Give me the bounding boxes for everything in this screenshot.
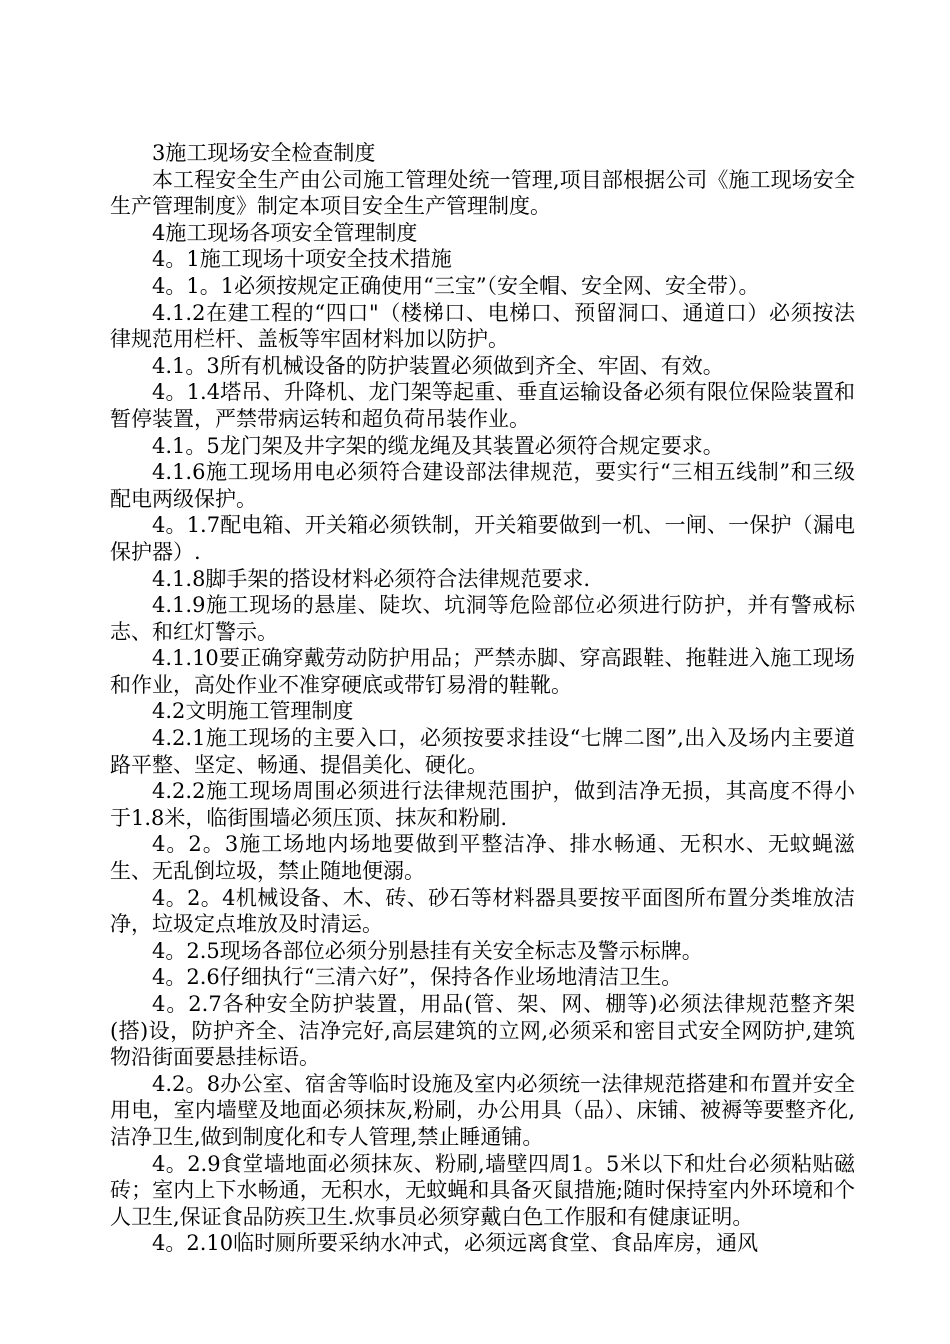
paragraph: 4施工现场各项安全管理制度	[152, 220, 418, 245]
paragraph: 4。2.7各种安全防护装置，用品(管、架、网、棚等)必须法律规范整齐架(搭)设，防护齐全、洁净完好,高层建筑的立网,必须采和密目式安全网防护,建筑物沿街面要悬挂标语。	[110, 992, 855, 1070]
paragraph: 4。2.10临时厕所要采纳水冲式，必须远离食堂、食品库房，通风	[152, 1231, 759, 1256]
paragraph: 4。1施工现场十项安全技术措施	[152, 247, 452, 272]
paragraph: 4.1.10要正确穿戴劳动防护用品；严禁赤脚、穿高跟鞋、拖鞋进入施工现场和作业，高处作业不准穿硬底或带钉易滑的鞋靴。	[110, 646, 855, 697]
paragraph: 4。2.6仔细执行“三清六好”，保持各作业场地清洁卫生。	[152, 965, 683, 990]
paragraph: 3施工现场安全检查制度	[152, 141, 376, 165]
paragraph: 4。2.9食堂墙地面必须抹灰、粉刷,墙壁四周1。5米以下和灶台必须粘贴磁砖；室内上下水畅通，无积水，无蚊蝇和具备灭鼠措施;随时保持室内外环境和个人卫生,保证食品防疾卫生.炊事员必须穿戴白色工作服和有健康证明。	[110, 1151, 855, 1229]
paragraph: 4.1.6施工现场用电必须符合建设部法律规范，要实行“三相五线制”和三级配电两级保护。	[110, 460, 855, 511]
paragraph: 4。1.4塔吊、升降机、龙门架等起重、垂直运输设备必须有限位保险装置和暂停装置，严禁带病运转和超负荷吊装作业。	[110, 380, 855, 431]
document-page	[110, 140, 855, 1257]
paragraph: 4.1。5龙门架及井字架的缆龙绳及其装置必须符合规定要求。	[152, 433, 724, 458]
paragraph: 4.1.2在建工程的“四口"（楼梯口、电梯口、预留洞口、通道口）必须按法律规范用栏杆、盖板等牢固材料加以防护。	[110, 300, 855, 352]
paragraph: 4。2。4机械设备、木、砖、砂石等材料器具要按平面图所布置分类堆放洁净，垃圾定点堆放及时清运。	[110, 885, 855, 937]
paragraph: 本工程安全生产由公司施工管理处统一管理,项目部根据公司《施工现场安全生产管理制度》制定本项目安全生产管理制度。	[110, 167, 855, 219]
paragraph: 4.2。8办公室、宿舍等临时设施及室内必须统一法律规范搭建和布置并安全用电，室内墙壁及地面必须抹灰,粉刷，办公用具（品）、床铺、被褥等要整齐化,洁净卫生,做到制度化和专人管理,禁止睡通铺。	[110, 1071, 855, 1149]
paragraph: 4.1。3所有机械设备的防护装置必须做到齐全、牢固、有效。	[152, 353, 724, 378]
paragraph: 4。1。1必须按规定正确使用“三宝”（安全帽、安全网、安全带）。	[152, 273, 760, 298]
paragraph: 4.1.8脚手架的搭设材料必须符合法律规范要求.	[152, 566, 591, 591]
paragraph: 4。2.5现场各部位必须分别悬挂有关安全标志及警示标牌。	[152, 938, 703, 963]
paragraph: 4.2.2施工现场周围必须进行法律规范围护，做到洁净无损，其高度不得小于1.8米，临街围墙必须压顶、抹灰和粉刷.	[110, 779, 855, 830]
paragraph: 4。2。3施工场地内场地要做到平整洁净、排水畅通、无积水、无蚊蝇滋生、无乱倒垃圾，禁止随地便溺。	[110, 832, 855, 884]
paragraph: 4.2.1施工现场的主要入口，必须按要求挂设“七牌二图”,出入及场内主要道路平整、坚定、畅通、提倡美化、硬化。	[110, 726, 855, 777]
paragraph: 4.2文明施工管理制度	[152, 699, 354, 724]
paragraph: 4.1.9施工现场的悬崖、陡坎、坑洞等危险部位必须进行防护，并有警戒标志、和红灯警示。	[110, 593, 855, 644]
paragraph: 4。1.7配电箱、开关箱必须铁制，开关箱要做到一机、一闸、一保护（漏电保护器）.	[110, 513, 855, 564]
